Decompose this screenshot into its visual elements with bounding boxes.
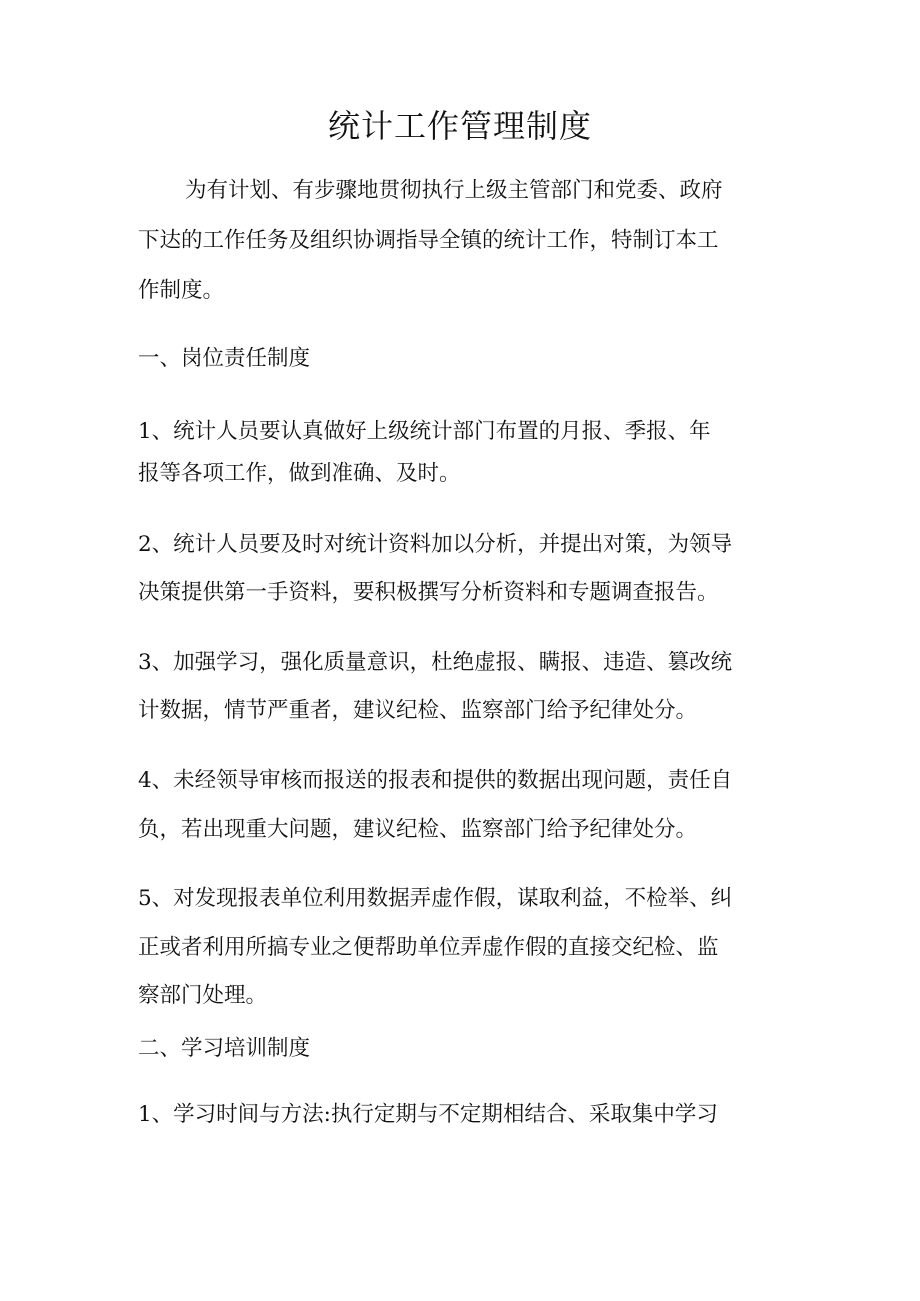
section-1-item-1-line-1: 1、统计人员要认真做好上级统计部门布置的月报、季报、年 — [138, 419, 711, 444]
section-1-item-4-line-2: 负，若出现重大问题，建议纪检、监察部门给予纪律处分。 — [138, 817, 698, 842]
section-1-item-5-line-1: 5、对发现报表单位利用数据弄虚作假，谋取利益，不检举、纠 — [138, 886, 733, 911]
section-2-item-1-line-1: 1、学习时间与方法:执行定期与不定期相结合、采取集中学习 — [138, 1102, 718, 1127]
section-2-heading: 二、学习培训制度 — [138, 1036, 311, 1061]
section-1-item-1-line-2: 报等各项工作，做到准确、及时。 — [138, 461, 461, 486]
intro-line-3: 作制度。 — [138, 278, 225, 303]
section-1-item-2-line-2: 决策提供第一手资料，要积极撰写分析资料和专题调查报告。 — [138, 580, 719, 605]
section-1-item-3-line-2: 计数据，情节严重者，建议纪检、监察部门给予纪律处分。 — [138, 698, 698, 723]
section-1-item-4-line-1: 4、未经领导审核而报送的报表和提供的数据出现问题，责任自 — [138, 768, 733, 793]
section-1-item-5-line-2: 正或者利用所搞专业之便帮助单位弄虚作假的直接交纪检、监 — [138, 935, 719, 960]
section-1-item-3-line-1: 3、加强学习，强化质量意识，杜绝虚报、瞒报、违造、篡改统 — [138, 650, 733, 675]
intro-line-1: 为有计划、有步骤地贯彻执行上级主管部门和党委、政府 — [185, 178, 723, 203]
document-title: 统计工作管理制度 — [327, 107, 592, 145]
section-1-heading: 一、岗位责任制度 — [138, 346, 311, 371]
section-1-item-2-line-1: 2、统计人员要及时对统计资料加以分析，并提出对策，为领导 — [138, 532, 733, 557]
section-1-item-5-line-3: 察部门处理。 — [138, 983, 268, 1008]
intro-line-2: 下达的工作任务及组织协调指导全镇的统计工作，特制订本工 — [138, 228, 719, 253]
